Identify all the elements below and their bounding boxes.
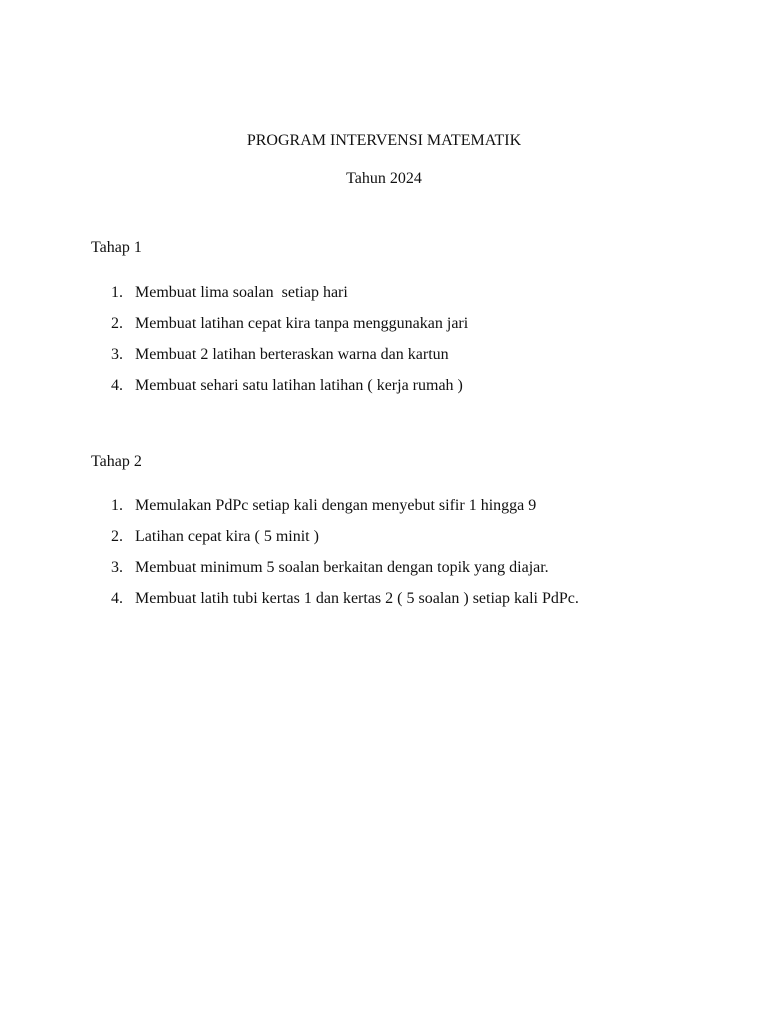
- list-item: [111, 283, 348, 303]
- list-item: [111, 376, 463, 396]
- section-heading-tahap-2: Tahap 2: [91, 453, 142, 470]
- list-item: [111, 589, 579, 609]
- list-item-number: 4.: [111, 377, 123, 394]
- list-item-text: Membuat 2 latihan berteraskan warna dan kartun: [135, 346, 449, 363]
- list-item-text: Memulakan PdPc setiap kali dengan menyebut sifir 1 hingga 9: [135, 497, 537, 514]
- list-item: [111, 314, 468, 334]
- list-item-number: 1.: [111, 284, 123, 301]
- list-item-number: 3.: [111, 559, 123, 576]
- list-item-number: 3.: [111, 346, 123, 363]
- list-item-number: 1.: [111, 497, 123, 514]
- list-item-text: Membuat lima soalan setiap hari: [135, 284, 348, 301]
- list-item-text: Membuat latihan cepat kira tanpa menggunakan jari: [135, 315, 469, 332]
- list-item-number: 2.: [111, 528, 123, 545]
- list-item-text: Membuat sehari satu latihan latihan ( kerja rumah ): [135, 377, 463, 394]
- list-item: [111, 558, 549, 578]
- document-title: PROGRAM INTERVENSI MATEMATIK: [246, 132, 522, 149]
- document-subtitle: Tahun 2024: [346, 170, 422, 187]
- list-item: [111, 496, 536, 516]
- list-item-text: Latihan cepat kira ( 5 minit ): [135, 528, 319, 545]
- list-item-number: 2.: [111, 315, 123, 332]
- list-item-text: Membuat minimum 5 soalan berkaitan dengan topik yang diajar.: [135, 559, 549, 576]
- list-item: [111, 345, 449, 365]
- list-item: [111, 527, 319, 547]
- list-item-text: Membuat latih tubi kertas 1 dan kertas 2 ( 5 soalan ) setiap kali PdPc.: [135, 590, 579, 607]
- section-heading-tahap-1: Tahap 1: [91, 239, 142, 256]
- list-item-number: 4.: [111, 590, 123, 607]
